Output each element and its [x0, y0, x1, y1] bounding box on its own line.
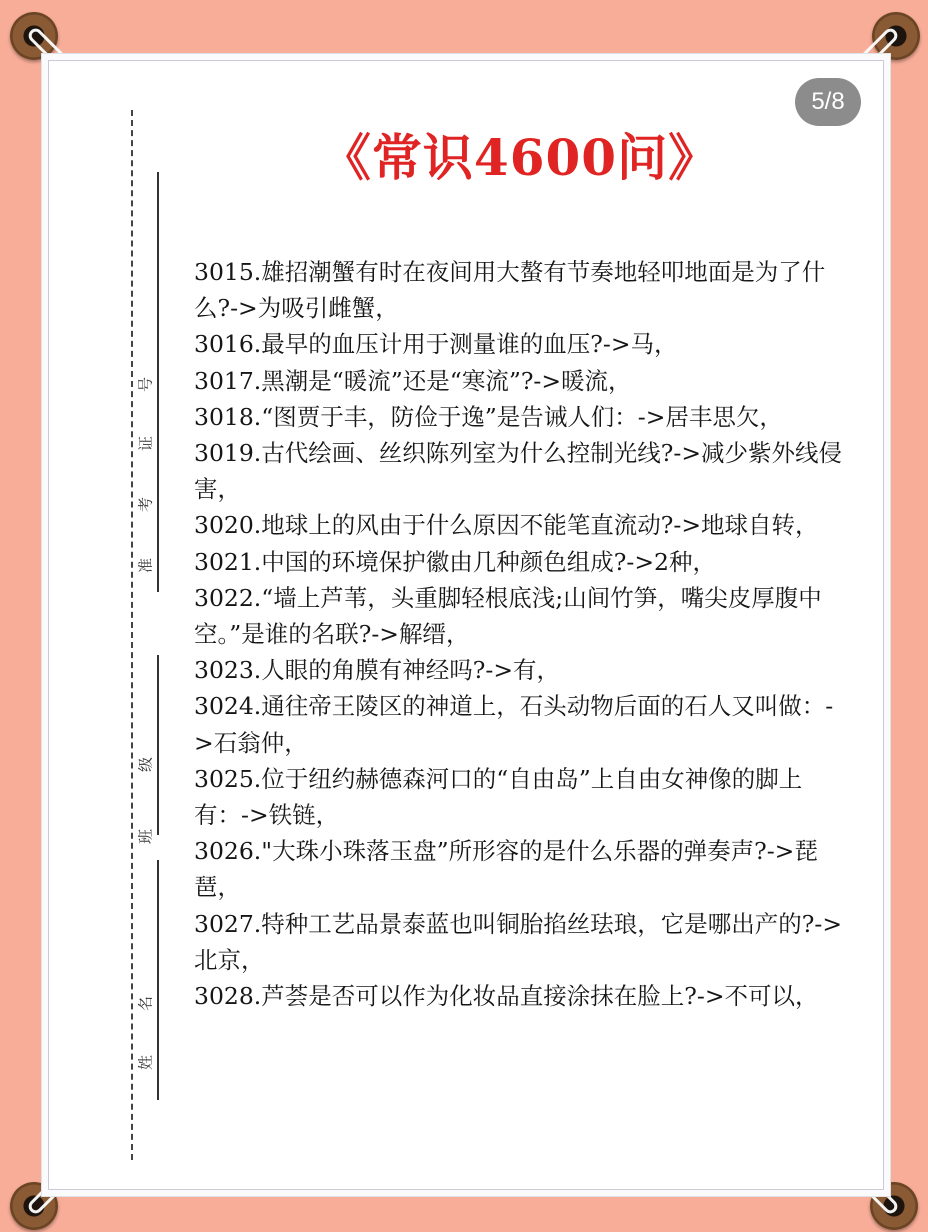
page-indicator: 5/8: [795, 78, 861, 126]
exam-no-label-char: 考: [136, 497, 155, 513]
qa-item: 3025.位于纽约赫德森河口的“自由岛”上自由女神像的脚上有：->铁链，: [194, 764, 803, 830]
name-line: [157, 860, 159, 1100]
qa-item: 3017.黑潮是“暖流”还是“寒流”?->暖流，: [194, 366, 632, 395]
margin-dashed-line: [131, 110, 133, 1160]
class-label-char: 班: [136, 829, 155, 845]
qa-item: 3023.人眼的角膜有神经吗?->有，: [194, 656, 561, 685]
qa-item: 3021.中国的环境保护徽由几种颜色组成?->2种，: [194, 547, 716, 576]
name-label-char: 名: [136, 996, 155, 1012]
qa-item: 3028.芦荟是否可以作为化妆品直接涂抹在脸上?->不可以，: [194, 982, 819, 1011]
name-label-char: 姓: [136, 1055, 155, 1071]
qa-item: 3019.古代绘画、丝织陈列室为什么控制光线?->减少紫外线侵害，: [194, 439, 843, 504]
qa-item: 3027.特种工艺品景泰蓝也叫铜胎掐丝珐琅，它是哪出产的?->北京，: [194, 909, 843, 974]
qa-item: 3015.雄招潮蟹有时在夜间用大螯有节奏地轻叩地面是为了什么?->为吸引雌蟹，: [194, 258, 826, 323]
exam-no-label-char: 证: [136, 436, 155, 452]
qa-item: 3018.“图贾于丰，防俭于逸”是告诫人们：->居丰思欠，: [194, 402, 783, 431]
exam-no-label-char: 号: [136, 377, 155, 393]
qa-item: 3026."大珠小珠落玉盘”所形容的是什么乐器的弹奏声?->琵琶，: [194, 837, 818, 902]
page-title: 《常识4600问》: [320, 128, 720, 187]
exam-no-line: [157, 172, 159, 592]
qa-item: 3024.通往帝王陵区的神道上，石头动物后面的石人又叫做：->石翁仲，: [194, 692, 834, 757]
qa-list: [194, 254, 844, 1014]
class-line: [157, 655, 159, 835]
qa-item: 3020.地球上的风由于什么原因不能笔直流动?->地球自转，: [194, 511, 819, 540]
exam-no-label-char: 准: [136, 558, 155, 574]
qa-item: 3016.最早的血压计用于测量谁的血压?->马，: [194, 330, 678, 359]
qa-item: 3022.“墙上芦苇，头重脚轻根底浅;山间竹笋，嘴尖皮厚腹中空。”是谁的名联?->解缙，: [194, 583, 822, 649]
class-label-char: 级: [136, 757, 155, 773]
